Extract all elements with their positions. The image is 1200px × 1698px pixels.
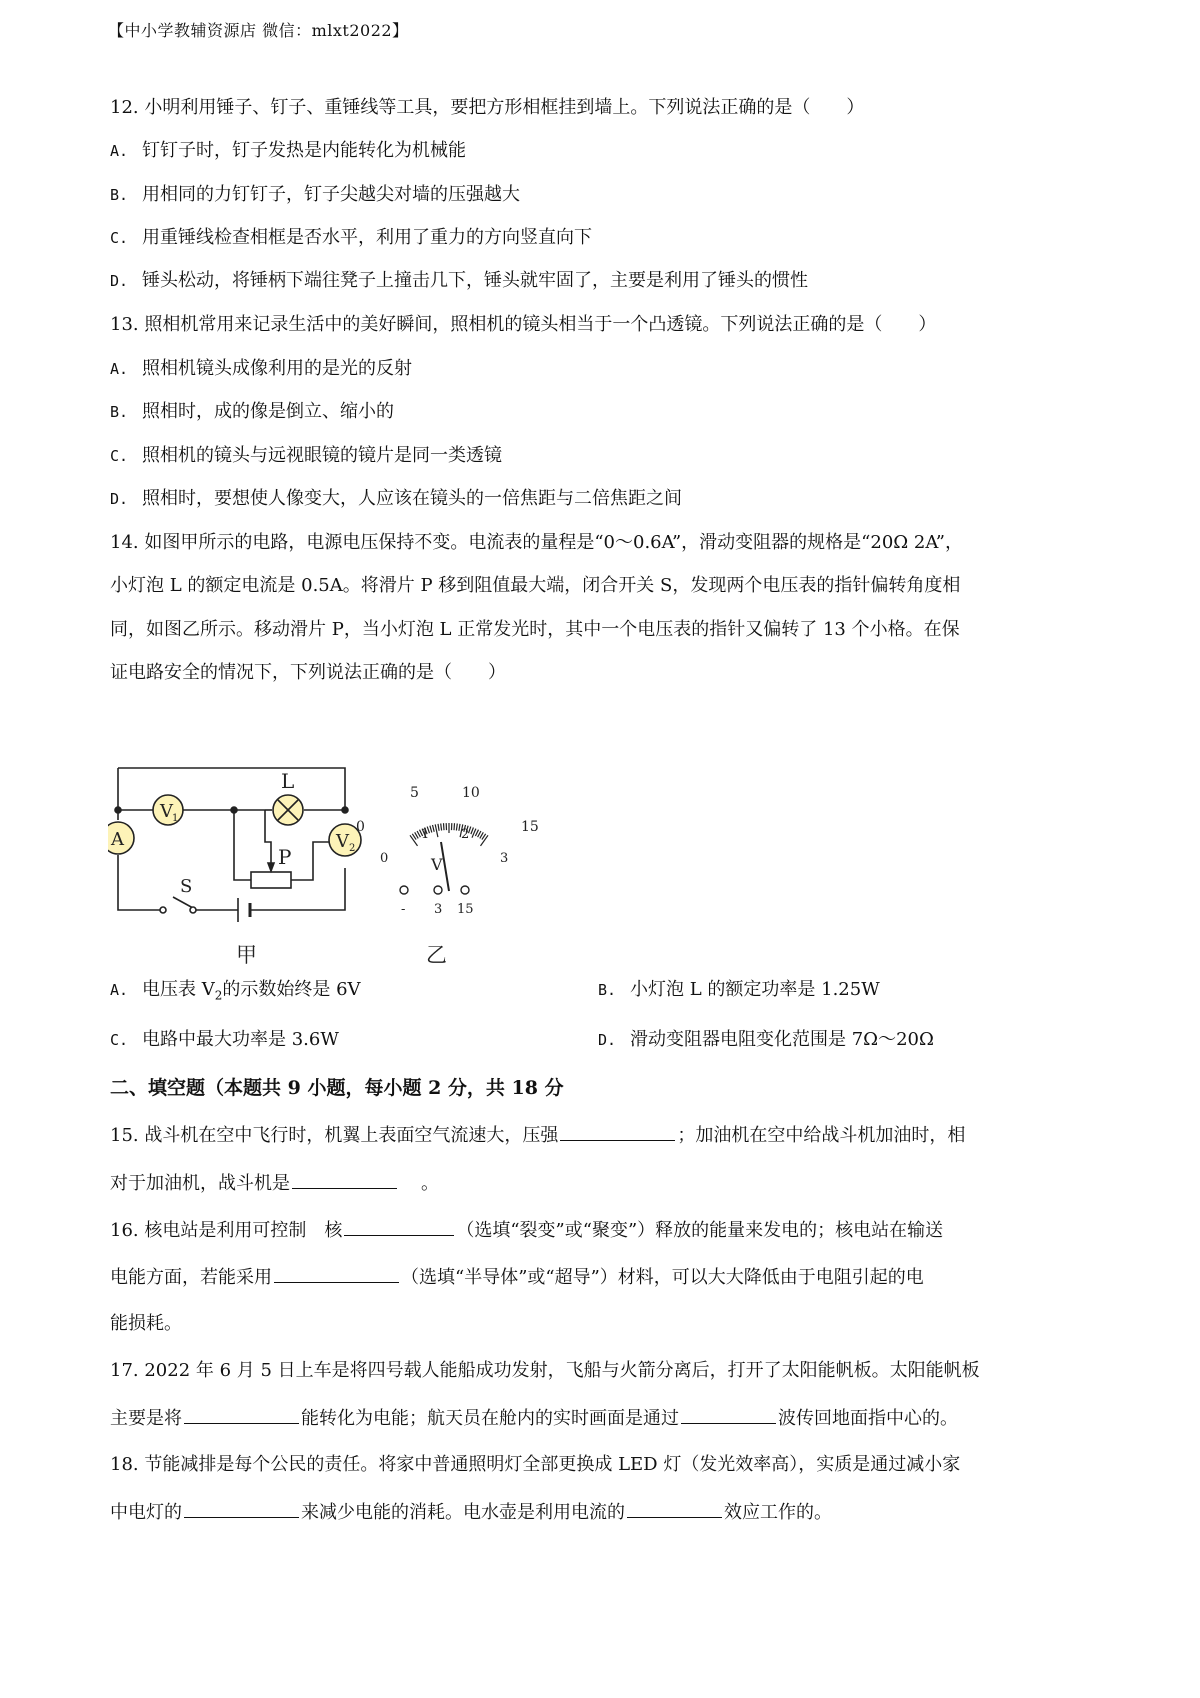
dial-tick <box>433 825 435 832</box>
q15-blank-2 <box>292 1170 397 1189</box>
q12-option-d: D. 锤头松动，将锤柄下端往凳子上撞击几下，锤头就牢固了，主要是利用了锤头的惯性 <box>110 270 808 291</box>
dial-tick <box>444 823 445 830</box>
q17-line-2: 主要是将 能转化为电能；航天员在舱内的实时画面是通过 波传回地面指中心的。 <box>110 1405 958 1432</box>
q14-line-3: 同，如图乙所示。移动滑片 P，当小灯泡 L 正常发光时，其中一个电压表的指针又偏转了 13 个小格。在保 <box>110 619 960 640</box>
page-header: 【中小学教辅资源店 微信：mlxt2022】 <box>108 21 409 40</box>
meter-bottom-scale-2: 2 <box>461 827 470 842</box>
terminal-minus: - <box>401 902 406 917</box>
dial-tick <box>459 824 460 831</box>
q18-line-2: 中电灯的 来减少电能的消耗。电水壶是利用电流的 效应工作的。 <box>110 1499 832 1526</box>
svg-text:2: 2 <box>349 843 356 854</box>
q14-option-a: A. 电压表 $V_2$的示数始终是 6V <box>110 979 361 1003</box>
slider-label: P <box>278 845 292 869</box>
wire-rheo-left <box>234 810 251 880</box>
q13-option-a: A. 照相机镜头成像利用的是光的反射 <box>110 358 412 379</box>
terminal-15: 15 <box>457 902 474 917</box>
q14-option-b: B. 小灯泡 L 的额定功率是 1.25W <box>598 979 880 1000</box>
q13-stem: 13. 照相机常用来记录生活中的美好瞬间，照相机的镜头相当于一个凸透镜。下列说法正确的是（ ） <box>110 314 937 335</box>
meter-bottom-scale-1: 1 <box>421 827 430 842</box>
dial-tick <box>435 824 438 837</box>
q14-line-2: 小灯泡 L 的额定电流是 0.5A。将滑片 P 移到阻值最大端，闭合开关 S，发现两个电压表的指针偏转角度相 <box>110 575 961 596</box>
q14-option-d: D. 滑动变阻器电阻变化范围是 7Ω～20Ω <box>598 1029 934 1050</box>
svg-text:V: V <box>336 831 349 852</box>
switch-blade <box>173 897 193 908</box>
dial-tick <box>441 824 442 831</box>
q18-line-1: 18. 节能减排是每个公民的责任。将家中普通照明灯全部更换成 LED 灯（发光效率高），实质是通过减小家 <box>110 1454 961 1475</box>
q16-blank-2 <box>274 1264 399 1283</box>
dial-tick <box>454 823 455 830</box>
q16-line-1: 16. 核电站是利用可控制 核 （选填“裂变”或“聚变”）释放的能量来发电的；核电站在输送 <box>110 1217 943 1244</box>
switch-contact-right <box>190 907 196 913</box>
meter-bottom-scale-3: 3 <box>500 851 509 866</box>
meter-terminals <box>400 886 469 894</box>
q17-blank-1 <box>184 1405 299 1424</box>
q15-line-2: 对于加油机，战斗机是 。 <box>110 1170 439 1197</box>
q16-line-2: 电能方面，若能采用 （选填“半导体”或“超导”）材料，可以大大降低由于电阻引起的电 <box>110 1264 924 1291</box>
dial-tick <box>430 826 432 833</box>
svg-text:A: A <box>111 829 124 850</box>
slider-arrow <box>268 863 274 871</box>
meter-top-scale-5: 5 <box>410 785 419 801</box>
q12-option-c: C. 用重锤线检查相框是否水平，利用了重力的方向竖直向下 <box>110 227 592 248</box>
q14-line-4: 证电路安全的情况下，下列说法正确的是（ ） <box>110 662 506 683</box>
junction-dot <box>115 807 121 813</box>
switch-label: S <box>180 876 193 897</box>
q17-line-1: 17. 2022 年 6 月 5 日上车是将四号载人能船成功发射，飞船与火箭分离后，打开了太阳能帆板。太阳能帆板 <box>110 1360 980 1381</box>
switch-contact-left <box>160 907 166 913</box>
q12-stem: 12. 小明利用锤子、钉子、重锤线等工具，要把方形相框挂到墙上。下列说法正确的是（ ） <box>110 97 865 118</box>
wire-slider <box>265 810 271 870</box>
svg-text:1: 1 <box>172 813 179 824</box>
wire-top <box>118 768 345 810</box>
rheostat-body <box>251 872 291 888</box>
svg-text:V: V <box>160 801 173 822</box>
q13-option-c: C. 照相机的镜头与远视眼镜的镜片是同一类透镜 <box>110 445 502 466</box>
meter-unit: V <box>431 855 443 874</box>
q14-option-c: C. 电路中最大功率是 3.6W <box>110 1029 339 1050</box>
q14-line-1: 14. 如图甲所示的电路，电源电压保持不变。电流表的量程是“0～0.6A”，滑动变阻器的规格是“20Ω 2A”， <box>110 532 963 553</box>
q15-line-1: 15. 战斗机在空中飞行时，机翼上表面空气流速大，压强 ；加油机在空中给战斗机加油时，相 <box>110 1122 965 1149</box>
terminal-3: 3 <box>434 902 443 917</box>
circuit-diagram <box>115 768 348 922</box>
q13-option-d: D. 照相时，要想使人像变大，人应该在镜头的一倍焦距与二倍焦距之间 <box>110 488 682 509</box>
meter-top-scale-0: 0 <box>356 819 365 835</box>
q13-option-b: B. 照相时，成的像是倒立、缩小的 <box>110 401 394 422</box>
meter-bottom-scale-0: 0 <box>380 851 389 866</box>
meter-top-scale-10: 10 <box>462 785 480 801</box>
q12-option-b: B. 用相同的力钉钉子，钉子尖越尖对墙的压强越大 <box>110 184 520 205</box>
wire-left-bottom <box>118 855 163 910</box>
lamp-label: L <box>281 769 295 793</box>
dial-tick <box>438 824 439 831</box>
ammeter-a <box>108 822 134 854</box>
junction-dot <box>231 807 237 813</box>
q15-blank-1 <box>560 1122 675 1141</box>
q14-figure <box>108 760 588 975</box>
q18-blank-2 <box>627 1499 722 1518</box>
meter-top-scale-15: 15 <box>521 819 539 835</box>
figure-caption-jia: 甲 <box>236 943 257 967</box>
q16-blank-1 <box>344 1217 454 1236</box>
voltmeter-v1 <box>153 795 183 825</box>
q12-option-a: A. 钉钉子时，钉子发热是内能转化为机械能 <box>110 140 466 161</box>
section-title-fill-in: 二、填空题（本题共 9 小题，每小题 2 分，共 18 分 <box>110 1077 564 1099</box>
q18-blank-1 <box>184 1499 299 1518</box>
lamp-l <box>273 795 303 825</box>
q17-blank-2 <box>681 1405 776 1424</box>
q16-line-3: 能损耗。 <box>110 1313 182 1334</box>
junction-dot <box>342 807 348 813</box>
figure-caption-yi: 乙 <box>426 943 447 967</box>
wire-bottom-right <box>250 868 345 910</box>
dial-tick <box>456 824 457 831</box>
dial-tick <box>471 828 474 835</box>
